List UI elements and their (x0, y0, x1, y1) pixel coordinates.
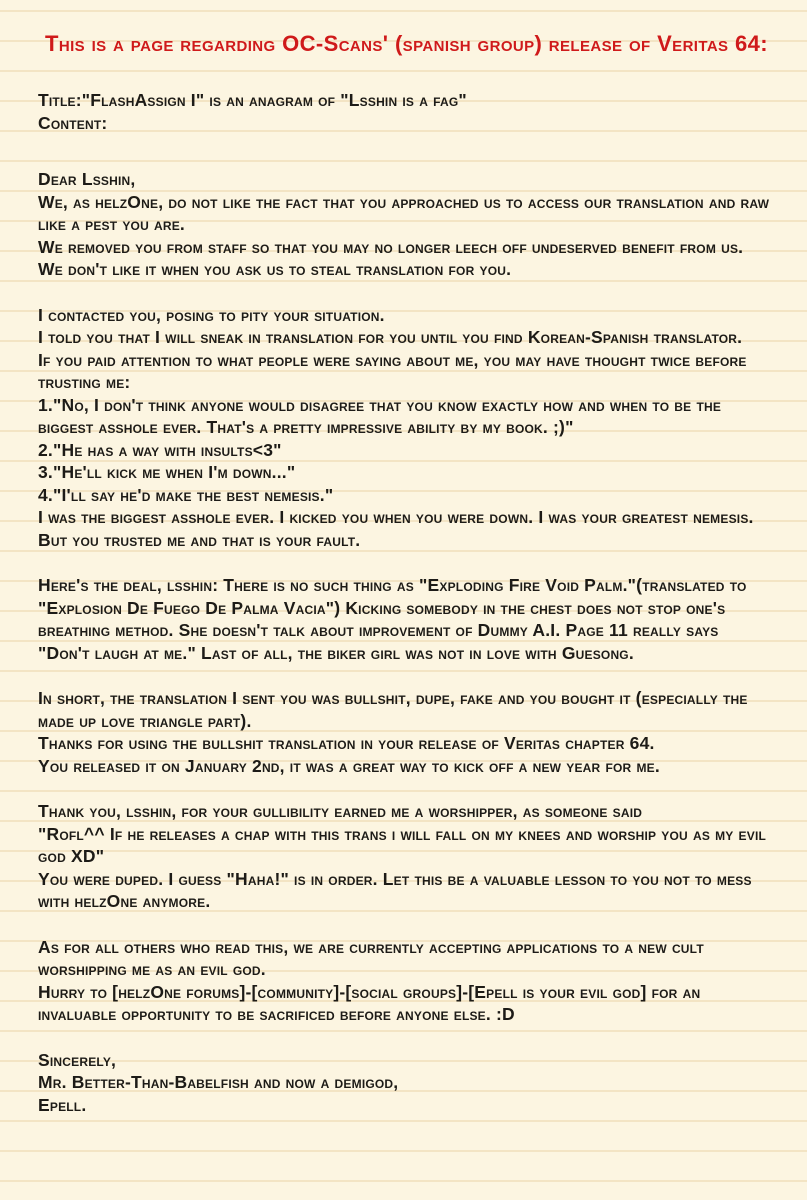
letter-line: Epell. (38, 1094, 87, 1115)
letter-line: I told you that I will sneak in translation for you until you find Korean-Spanish translator. (38, 327, 743, 347)
letter-line: Thank you, lsshin, for your gullibility earned me a worshipper, as someone said (38, 801, 643, 821)
letter-line: 3."He'll kick me when I'm down..." (38, 462, 296, 482)
letter-paragraph (38, 168, 775, 281)
content-label: Content: (38, 112, 108, 133)
letter-paragraph (38, 800, 775, 913)
page-heading: This is a page regarding OC-Scans' (spanish group) release of Veritas 64: (45, 31, 768, 56)
letter-line: But you trusted me and that is your fault. (38, 529, 361, 550)
letter-line: I contacted you, posing to pity your situation. (38, 304, 385, 325)
letter-paragraph (38, 936, 775, 1026)
letter-line: 4."I'll say he'd make the best nemesis." (38, 484, 334, 505)
letter-line: Here's the deal, lsshin: There is no such thing as "Exploding Fire Void Palm."(translated to "Explosion De Fuego De Palma Vacia") Kicking somebody in the chest does not stop one's breathing method. She doesn't talk about improvement of Dummy A.I. Page 11 really says "Don't laugh at me." Last of all, the biker girl was not in love with Guesong. (38, 575, 747, 663)
letter-line: You released it on January 2nd, it was a great way to kick off a new year for me. (38, 755, 660, 776)
letter-line: As for all others who read this, we are currently accepting applications to a new cult worshipping me as an evil god. (38, 936, 704, 979)
letter-line: Dear Lsshin, (38, 169, 136, 189)
letter-paragraph (38, 1049, 775, 1117)
letter-line: Thanks for using the bullshit translation in your release of Veritas chapter 64. (38, 733, 655, 753)
letter-line: In short, the translation I sent you was bullshit, dupe, fake and you bought it (especially the made up love triangle part). (38, 688, 748, 731)
letter-body (38, 168, 775, 1116)
letter-line: We removed you from staff so that you may no longer leech off undeserved benefit from us. (38, 236, 744, 257)
letter-line: We, as helzOne, do not like the fact that you approached us to access our translation and raw like a pest you are. (38, 191, 770, 234)
letter-line: We don't like it when you ask us to steal translation for you. (38, 259, 512, 279)
letter-paragraph (38, 687, 775, 777)
letter-line: 1."No, I don't think anyone would disagree that you know exactly how and when to be the biggest asshole ever. That's a pretty impressive ability by my book. ;)" (38, 394, 722, 437)
letter-title: Title:"FlashAssign I" is an anagram of "Lsshin is a fag" (38, 90, 467, 110)
letter-line: If you paid attention to what people were saying about me, you may have thought twice before trusting me: (38, 349, 747, 392)
title-block (38, 89, 775, 134)
letter-line: 2."He has a way with insults<3" (38, 439, 282, 460)
letter-paragraph (38, 574, 775, 664)
letter-line: You were duped. I guess "Haha!" is in order. Let this be a valuable lesson to you not to mess with helzOne anymore. (38, 868, 752, 911)
letter-line: Mr. Better-Than-Babelfish and now a demigod, (38, 1072, 399, 1092)
letter-line: Sincerely, (38, 1049, 117, 1070)
letter-line: I was the biggest asshole ever. I kicked you when you were down. I was your greatest nemesis. (38, 507, 754, 527)
letter-line: "Rofl^^ If he releases a chap with this trans i will fall on my knees and worship you as my evil god XD" (38, 823, 767, 866)
letter-line: Hurry to [helzOne forums]-[community]-[social groups]-[Epell is your evil god] for an invaluable opportunity to be sacrificed before anyone else. :D (38, 981, 701, 1024)
letter-paragraph (38, 304, 775, 552)
